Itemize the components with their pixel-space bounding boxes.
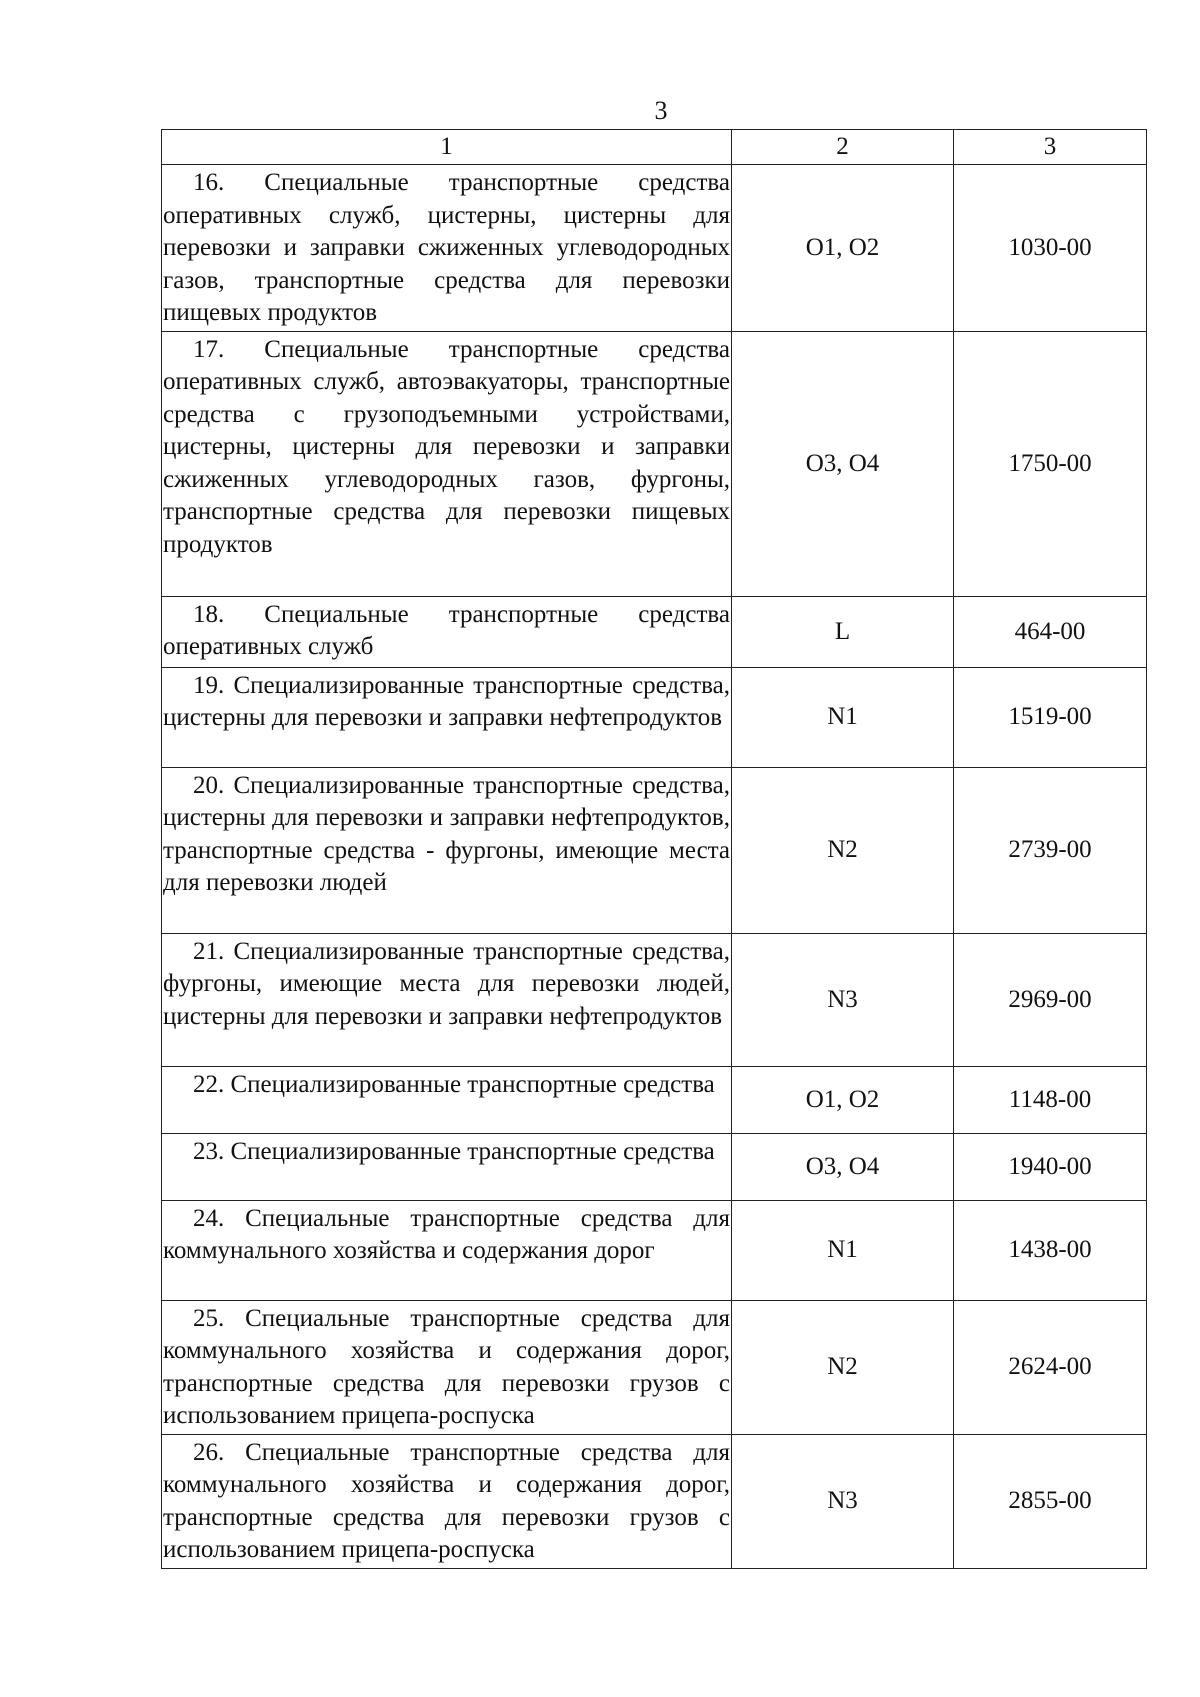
row-category: O1, O2 [732,1066,954,1133]
row-rate: 1148-00 [954,1066,1147,1133]
row-description [162,1133,732,1200]
table-row [162,1133,1147,1200]
row-description-text: 24. Специальные транспортные средства для коммунального хозяйства и содержания дорог [163,1204,730,1264]
row-description-text: 21. Специализированные транспортные средства, фургоны, имеющие места для перевозки людей, цистерны для перевозки и заправки нефтепродуктов [163,937,730,1030]
row-description-text: 26. Специальные транспортные средства для коммунального хозяйства и содержания дорог, транспортные средства для перевозки грузов с использованием прицепа-роспуска [163,1438,730,1563]
table-row [162,596,1147,667]
row-category: N3 [732,1434,954,1568]
row-description [162,767,732,933]
row-description-text: 18. Специальные транспортные средства оперативных служб [163,600,730,660]
table-row [162,933,1147,1066]
row-category: L [732,596,954,667]
row-description-text: 25. Специальные транспортные средства для коммунального хозяйства и содержания дорог, транспортные средства для перевозки грузов с использованием прицепа-роспуска [163,1304,730,1429]
row-description [162,1066,732,1133]
row-rate: 1519-00 [954,667,1147,767]
row-description [162,667,732,767]
row-category: N3 [732,933,954,1066]
table-row [162,1434,1147,1568]
row-description [162,165,732,332]
row-description-text: 17. Специальные транспортные средства оперативных служб, автоэвакуаторы, транспортные средства с грузоподъемными устройствами, цистерны, цистерны для перевозки и заправки сжиженных углеводородных газов, фургоны, транспортные средства для перевозки пищевых продуктов [163,335,730,558]
row-description [162,933,732,1066]
row-category: N2 [732,767,954,933]
page-number: 3 [654,96,668,125]
column-header-2: 2 [732,130,954,165]
table-row [162,1300,1147,1434]
row-rate: 2624-00 [954,1300,1147,1434]
row-rate: 1940-00 [954,1133,1147,1200]
table-row [162,1200,1147,1300]
table-row [162,165,1147,332]
row-description-text: 23. Специализированные транспортные средства [193,1137,715,1165]
row-description [162,331,732,596]
row-rate: 1030-00 [954,165,1147,332]
table-row [162,1066,1147,1133]
row-description [162,1300,732,1434]
table-row [162,767,1147,933]
row-description-text: 20. Специализированные транспортные средства, цистерны для перевозки и заправки нефтепродуктов, транспортные средства - фургоны, имеющие места для перевозки людей [163,771,730,896]
row-rate: 464-00 [954,596,1147,667]
table-header-row [162,130,1147,165]
row-description [162,1200,732,1300]
row-rate: 2969-00 [954,933,1147,1066]
column-header-1: 1 [162,130,732,165]
row-rate: 2739-00 [954,767,1147,933]
row-category: N2 [732,1300,954,1434]
row-description-text: 22. Специализированные транспортные средства [193,1070,715,1098]
row-category: O1, O2 [732,165,954,332]
row-category: O3, O4 [732,1133,954,1200]
row-description [162,596,732,667]
tariff-table [161,129,1147,1569]
row-rate: 2855-00 [954,1434,1147,1568]
row-description-text: 16. Специальные транспортные средства оперативных служб, цистерны, цистерны для перевозки и заправки сжиженных углеводородных газов, транспортные средства для перевозки пищевых продуктов [163,169,730,326]
row-description [162,1434,732,1568]
row-category: N1 [732,667,954,767]
row-rate: 1438-00 [954,1200,1147,1300]
row-category: O3, O4 [732,331,954,596]
table-row [162,331,1147,596]
row-rate: 1750-00 [954,331,1147,596]
row-description-text: 19. Специализированные транспортные средства, цистерны для перевозки и заправки нефтепродуктов [163,671,730,731]
column-header-3: 3 [954,130,1147,165]
row-category: N1 [732,1200,954,1300]
table-row [162,667,1147,767]
